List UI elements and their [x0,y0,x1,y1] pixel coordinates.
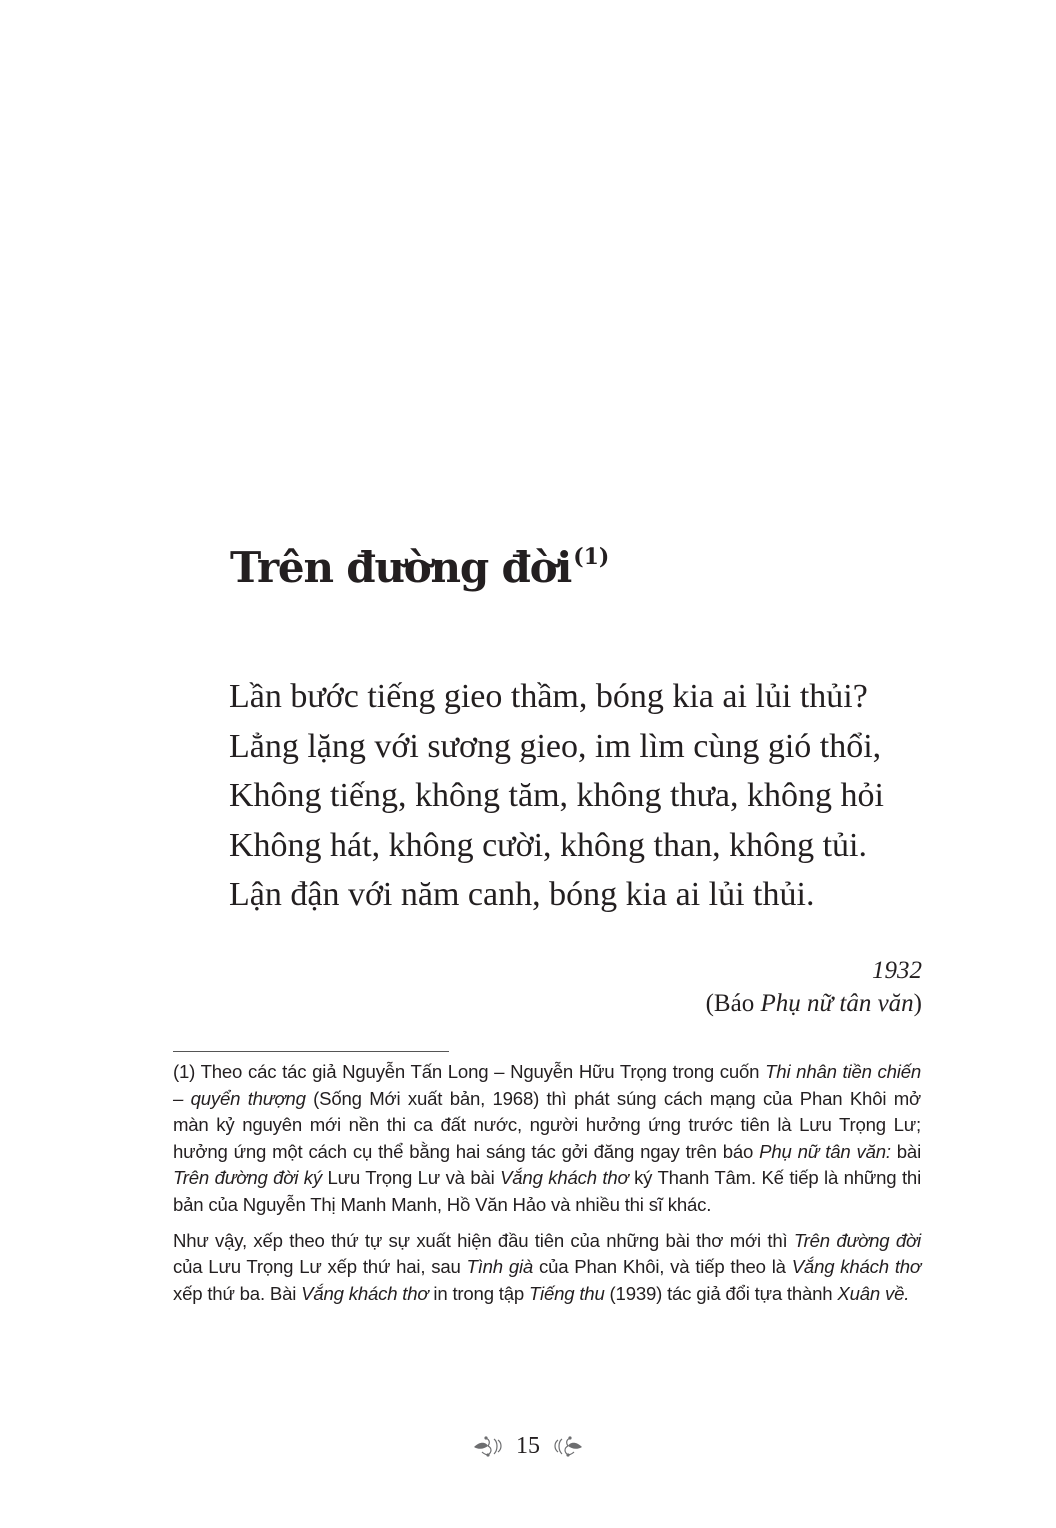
italic-run: Thi nhân tiền chiến – quyển thượng [173,1061,921,1109]
poem-title-text: Trên đường đời [230,543,572,593]
text-run: (1) Theo các tác giả Nguyễn Tấn Long – Nguyễn Hữu Trọng trong cuốn [173,1061,766,1082]
italic-run: Vắng khách thơ [500,1167,629,1189]
footnote-paragraph-1 [173,1059,921,1219]
text-run: Như vậy, xếp theo thứ tự sự xuất hiện đầu tiên của những bài thơ mới thì [173,1229,794,1251]
italic-run: Trên đường đời ký [173,1167,322,1189]
page-footer [0,1432,1056,1460]
poem-source [706,987,922,1020]
text-run: xếp thứ ba. Bài [173,1282,302,1304]
poem-line: Không tiếng, không tăm, không thưa, không hỏi [229,777,884,814]
poem-line: Không hát, không cười, không than, không tủi. [229,826,867,864]
text-run: của Lưu Trọng Lư xếp thứ hai, sau [173,1256,467,1278]
italic-run: Tiếng thu [529,1282,605,1304]
source-title: Phụ nữ tân văn [760,990,914,1017]
floral-ornament-left-icon [472,1434,508,1458]
italic-run: Phụ nữ tân văn: [759,1140,891,1162]
poem-year: 1932 [872,957,922,984]
italic-run: Trên đường đời [793,1229,921,1251]
source-prefix: (Báo [705,990,761,1017]
text-run: của Phan Khôi, và tiếp theo là [533,1256,792,1278]
footnote-marker[interactable]: (1) [573,544,610,571]
text-run: (Sống Mới xuất bản, 1968) thì phát súng cách mạng của Phan Khôi mở màn kỷ nguyên mới nền thi ca đất nước, người hưởng ứng trước tiên là Lưu Trọng Lư; hưởng ứng một cách cụ thể bằng hai sáng tác gởi đăng ngay trên báo [173,1087,921,1162]
footnote-paragraph-2 [173,1228,921,1308]
text-run: Lưu Trọng Lư và bài [322,1167,501,1189]
page-number: 15 [516,1432,540,1459]
poem-title [230,543,609,592]
text-run: in trong tập [428,1282,530,1304]
text-run: (1939) tác giả đổi tựa thành [604,1282,838,1304]
text-run: bài [890,1140,921,1162]
poem-body [229,672,929,920]
text-run: ký Thanh Tâm. Kế tiếp là những thi bản của Nguyễn Thị Manh Manh, Hồ Văn Hảo và nhiều thi sĩ khác. [173,1167,922,1215]
poem-line: Lần bước tiếng gieo thầm, bóng kia ai lủi thủi? [229,678,868,715]
source-suffix: ) [913,990,922,1017]
italic-run: Vắng khách thơ [791,1256,921,1278]
footnotes [173,1059,921,1316]
italic-run: Tình già [466,1256,534,1278]
italic-run: Vắng khách thơ [301,1282,429,1304]
footnote-divider [173,1051,449,1052]
poem-line: Lẳng lặng với sương gieo, im lìm cùng gió thổi, [229,727,882,765]
poem-line: Lận đận với năm canh, bóng kia ai lủi thủi. [229,876,815,913]
poem-signoff [706,954,922,1020]
italic-run: Xuân về. [837,1282,910,1304]
floral-ornament-right-icon [548,1434,584,1458]
